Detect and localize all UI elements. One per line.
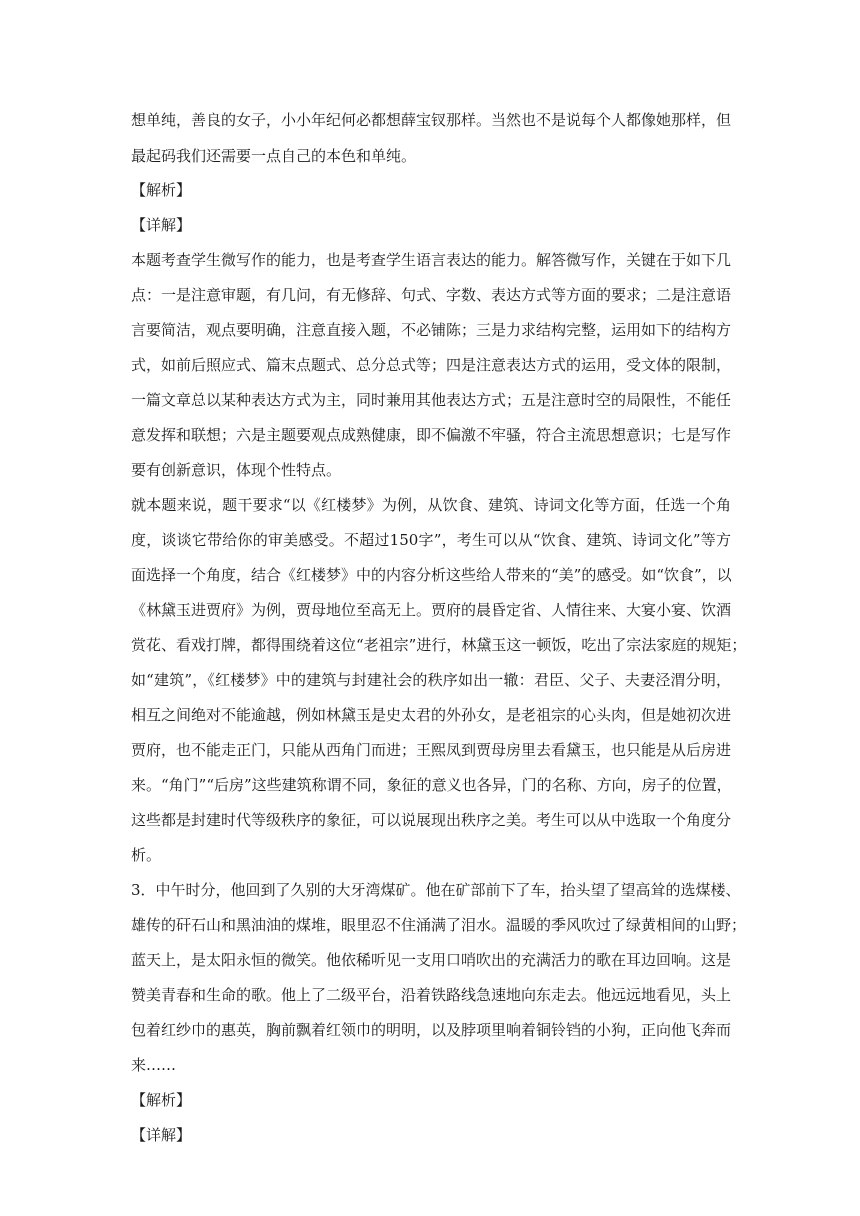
text-line: 本题考查学生微写作的能力，也是考查学生语言表达的能力。解答微写作，关键在于如下几 [131, 251, 732, 269]
text-line: 蓝天上，是太阳永恒的微笑。他依稀听见一支用口哨吹出的充满活力的歌在耳边回响。这是 [131, 951, 732, 969]
text-line: 雄传的矸石山和黑油油的煤堆，眼里忍不住涌满了泪水。温暖的季风吹过了绿黄相间的山野； [131, 916, 747, 934]
text-line: 贾府，也不能走正门，只能从西角门而进；王熙凤到贾母房里去看黛玉，也只能是从后房进 [131, 741, 732, 759]
text-line: 相互之间绝对不能逾越，例如林黛玉是史太君的外孙女，是老祖宗的心头肉，但是她初次进 [131, 706, 732, 724]
text-line: 就本题来说，题干要求“以《红楼梦》为例，从饮食、建筑、诗词文化等方面，任选一个角 [131, 496, 731, 514]
text-line: 要有创新意识，体现个性特点。 [131, 461, 342, 479]
text-line: 度，谈谈它带给你的审美感受。不超过150字”，考生可以从“饮食、建筑、诗词文化”等方 [131, 531, 731, 549]
text-line: 这些都是封建时代等级秩序的象征，可以说展现出秩序之美。考生可以从中选取一个角度分 [131, 811, 732, 829]
text-line: 最起码我们还需要一点自己的本色和单纯。 [131, 147, 417, 165]
text-line: 面选择一个角度，结合《红楼梦》中的内容分析这些给人带来的“美”的感受。如“饮食”，以 [131, 566, 732, 584]
text-line: 赞美青春和生命的歌。他上了二级平台，沿着铁路线急速地向东走去。他远远地看见，头上 [131, 986, 732, 1004]
text-line: 一篇文章总以某种表达方式为主，同时兼用其他表达方式；五是注意时空的局限性，不能任 [131, 391, 732, 409]
text-line: 言要简洁，观点要明确，注意直接入题，不必铺陈；三是力求结构完整，运用如下的结构方 [131, 321, 732, 339]
text-line: 析。 [131, 846, 162, 864]
text-line: 赏花、看戏打牌，都得围绕着这位“老祖宗”进行，林黛玉这一顿饭，吃出了宗法家庭的规矩； [131, 636, 747, 654]
text-line: 如“建筑”，《红楼梦》中的建筑与封建社会的秩序如出一辙：君臣、父子、夫妻泾渭分明， [131, 671, 731, 689]
text-line: 包着红纱巾的惠英，胸前飘着红领巾的明明，以及脖项里响着铜铃铛的小狗，正向他飞奔而 [131, 1021, 732, 1039]
text-line: 《林黛玉进贾府》为例，贾母地位至高无上。贾府的晨昏定省、人情往来、大宴小宴、饮酒 [131, 601, 732, 619]
text-line: 点：一是注意审题，有几问，有无修辞、句式、字数、表达方式等方面的要求；二是注意语 [131, 286, 732, 304]
text-line: 意发挥和联想；六是主题要观点成熟健康，即不偏激不牢骚，符合主流思想意识；七是写作 [131, 426, 732, 444]
section-heading-explanation: 【详解】 [131, 1126, 192, 1144]
section-heading-analysis: 【解析】 [131, 1091, 192, 1109]
text-line: 想单纯，善良的女子，小小年纪何必都想薛宝钗那样。当然也不是说每个人都像她那样，但 [131, 111, 732, 129]
question-3-line: 3．中午时分，他回到了久别的大牙湾煤矿。他在矿部前下了车，抬头望了望高耸的选煤楼、 [131, 881, 741, 899]
section-heading-analysis: 【解析】 [131, 181, 192, 199]
text-line: 来。“角门”“后房”这些建筑称谓不同，象征的意义也各异，门的名称、方向，房子的位置， [131, 776, 732, 794]
section-heading-explanation: 【详解】 [131, 216, 192, 234]
text-line: 式，如前后照应式、篇末点题式、总分总式等；四是注意表达方式的运用，受文体的限制， [131, 356, 732, 374]
text-line: 来…… [131, 1056, 177, 1074]
